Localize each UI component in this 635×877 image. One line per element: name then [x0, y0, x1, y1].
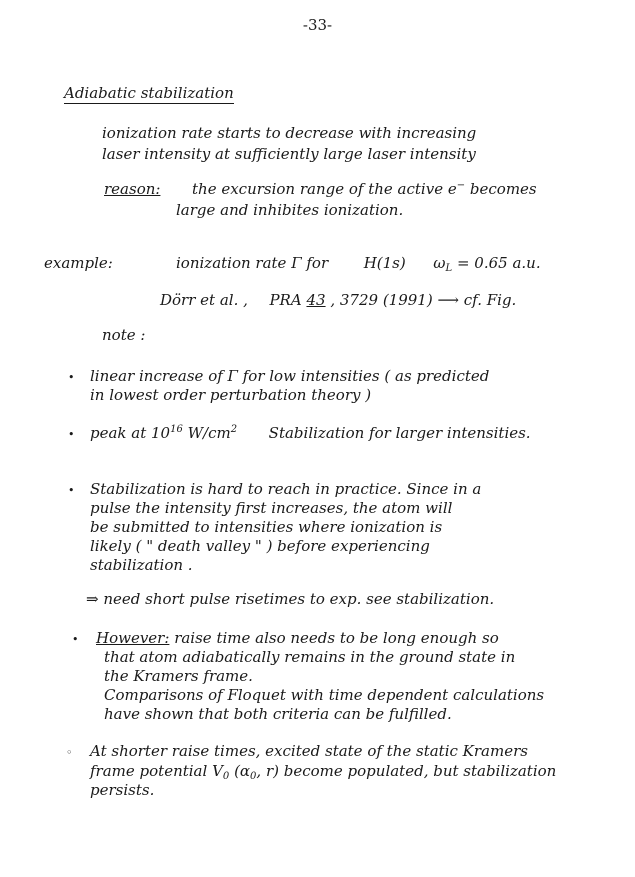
- note-3-line-3: be submitted to intensities where ionization is: [90, 518, 443, 536]
- note-2-line: [90, 424, 531, 442]
- omega-value: = 0.65 a.u.: [456, 254, 541, 272]
- reference-cf: cf. Fig.: [463, 291, 517, 309]
- potential-arg: (α: [234, 762, 251, 780]
- reason-line-1: [104, 180, 537, 198]
- note-4-line-1: [96, 629, 499, 647]
- note-4-text: raise time also needs to be long enough so: [174, 629, 499, 647]
- omega-symbol: ω: [433, 254, 446, 272]
- note-5-line-2-rest: become populated, but stabilization: [283, 762, 557, 780]
- note-1-line-1: linear increase of Γ for low intensities ( as predicted: [90, 367, 490, 385]
- reason-text: the excursion range of the active e: [192, 180, 457, 198]
- example-text: [176, 254, 541, 272]
- conclusion-text: need short pulse risetimes to exp. see stabilization.: [103, 590, 495, 608]
- note-3-line-5: stabilization .: [90, 556, 193, 574]
- example-label: example:: [44, 254, 113, 272]
- reference-journal: PRA: [269, 291, 302, 309]
- reason-text-end: becomes: [469, 180, 537, 198]
- bullet-icon: •: [68, 428, 75, 441]
- note-4-line-5: have shown that both criteria can be fulfilled.: [104, 705, 452, 723]
- bullet-icon: •: [68, 484, 75, 497]
- example-species: H(1s): [363, 254, 406, 272]
- potential-arg-end: , r): [256, 762, 279, 780]
- intro-line-2: laser intensity at sufficiently large laser intensity: [102, 145, 476, 163]
- bullet-open-icon: ◦: [66, 746, 73, 759]
- reason-line-2: large and inhibites ionization.: [176, 201, 404, 219]
- however-label: However:: [96, 629, 170, 647]
- note-3-line-4: likely ( " death valley " ) before experiencing: [90, 537, 430, 555]
- electron-charge: −: [456, 180, 466, 191]
- reference-volume: 43: [306, 291, 326, 309]
- note-5-line-1: At shorter raise times, excited state of the static Kramers: [90, 742, 528, 760]
- frame-potential: frame potential V: [90, 762, 223, 780]
- section-heading: Adiabatic stabilization: [64, 84, 234, 102]
- note-3-line-1: Stabilization is hard to reach in practice. Since in a: [90, 480, 482, 498]
- implies-arrow-icon: ⇒: [86, 590, 99, 608]
- note-4-line-4: Comparisons of Floquet with time dependent calculations: [104, 686, 545, 704]
- peak-unit: W/cm: [187, 424, 231, 442]
- page-number: -33-: [302, 16, 333, 34]
- peak-text: peak at 10: [90, 424, 171, 442]
- note-4-line-2: that atom adiabatically remains in the ground state in: [104, 648, 516, 666]
- peak-unit-exponent: 2: [230, 424, 238, 435]
- peak-exponent: 16: [170, 424, 183, 435]
- alpha-subscript: 0: [250, 771, 257, 782]
- omega-subscript: L: [445, 263, 453, 274]
- note-5-line-2: [90, 762, 556, 780]
- conclusion-line: [86, 590, 494, 608]
- bullet-icon: •: [68, 371, 75, 384]
- example-rate: ionization rate Γ for: [176, 254, 329, 272]
- arrow-icon: ⟶: [437, 291, 459, 309]
- reference-authors: Dörr et al. ,: [160, 291, 248, 309]
- note-4-line-3: the Kramers frame.: [104, 667, 253, 685]
- note-1-line-2: in lowest order perturbation theory ): [90, 386, 372, 404]
- note-5-line-3: persists.: [90, 781, 155, 799]
- note-3-line-2: pulse the intensity first increases, the atom will: [90, 499, 453, 517]
- reference-line: [160, 291, 516, 309]
- stabilization-text: Stabilization for larger intensities.: [268, 424, 531, 442]
- reason-label: reason:: [104, 180, 161, 198]
- intro-line-1: ionization rate starts to decrease with increasing: [102, 124, 477, 142]
- potential-subscript: 0: [222, 771, 230, 782]
- reference-rest: , 3729 (1991): [330, 291, 433, 309]
- bullet-icon: •: [72, 633, 79, 646]
- note-label: note :: [102, 326, 146, 344]
